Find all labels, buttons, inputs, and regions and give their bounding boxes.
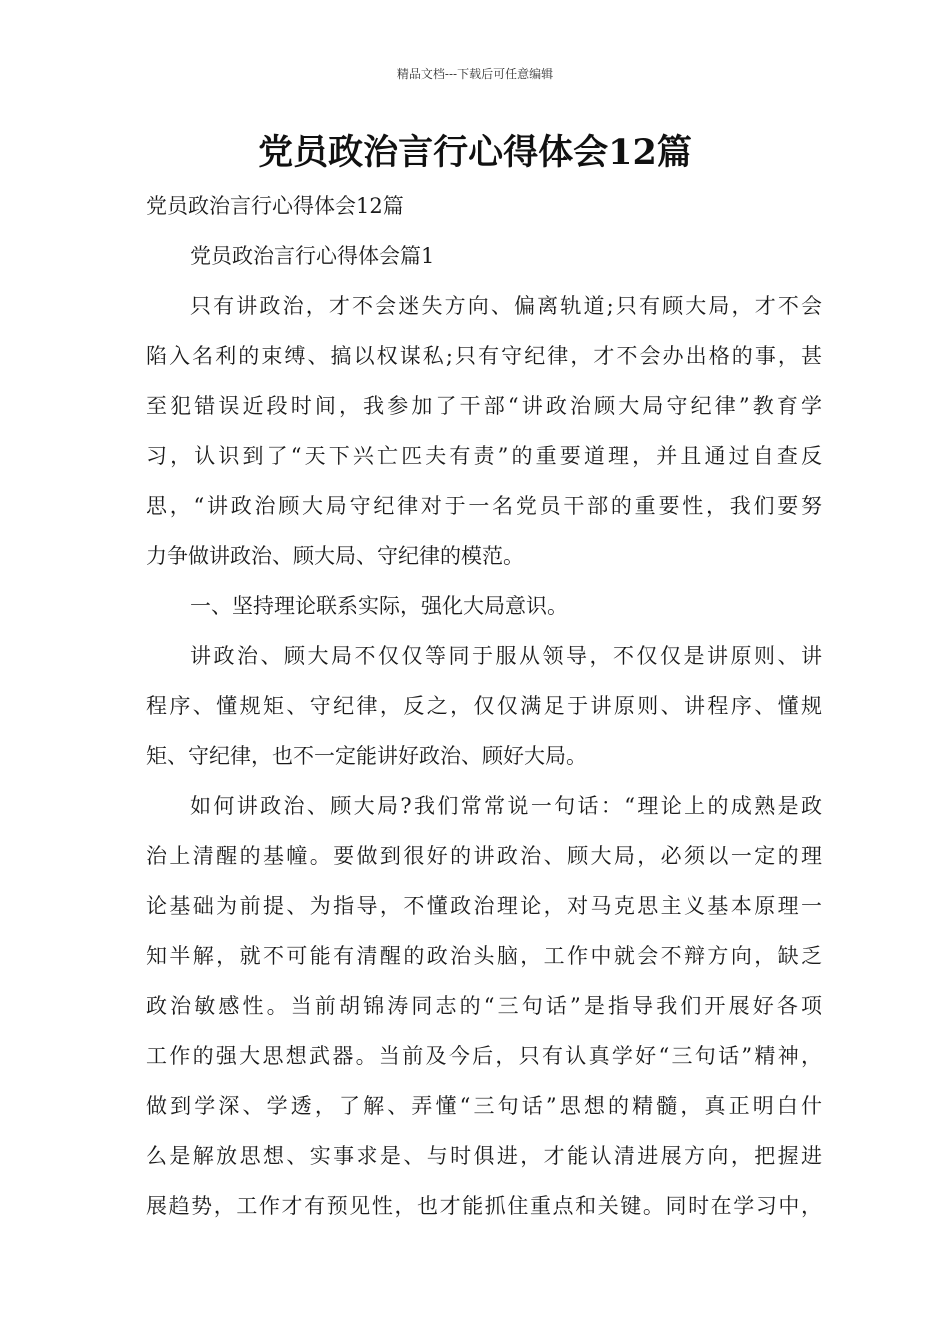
text-line: 党员政治言行心得体会12篇 — [146, 194, 404, 218]
document-body — [146, 181, 822, 1231]
text-line: 工作的强大思想武器。当前及今后，只有认真学好“三句话”精神， — [146, 1044, 822, 1068]
text-line: 一、坚持理论联系实际，强化大局意识。 — [190, 594, 568, 618]
text-line: 力争做讲政治、顾大局、守纪律的模范。 — [146, 544, 524, 568]
text-line: 么是解放思想、实事求是、与时俱进，才能认清进展方向，把握进 — [146, 1144, 822, 1168]
text-line: 讲政治、顾大局不仅仅等同于服从领导，不仅仅是讲原则、讲 — [190, 644, 822, 668]
text-line: 只有讲政治，才不会迷失方向、偏离轨道;只有顾大局，才不会 — [190, 294, 822, 318]
text-line: 思，“讲政治顾大局守纪律对于一名党员干部的重要性，我们要努 — [146, 494, 822, 518]
text-line: 程序、懂规矩、守纪律，反之，仅仅满足于讲原则、讲程序、懂规 — [146, 694, 822, 718]
text-line: 矩、守纪律，也不一定能讲好政治、顾好大局。 — [146, 744, 587, 768]
text-line: 展趋势，工作才有预见性，也才能抓住重点和关键。同时在学习中， — [146, 1194, 822, 1218]
text-line: 习，认识到了“天下兴亡匹夫有责”的重要道理，并且通过自查反 — [146, 444, 822, 468]
text-line: 如何讲政治、顾大局?我们常常说一句话：“理论上的成熟是政 — [190, 794, 822, 818]
page-header: 精品文档---下载后可任意编辑 — [396, 67, 554, 81]
text-line: 做到学深、学透，了解、弄懂“三句话”思想的精髓，真正明白什 — [146, 1094, 822, 1118]
text-line: 陷入名利的束缚、搞以权谋私;只有守纪律，才不会办出格的事，甚 — [146, 344, 822, 368]
text-line: 论基础为前提、为指导，不懂政治理论，对马克思主义基本原理一 — [146, 894, 822, 918]
text-line: 至犯错误近段时间，我参加了干部“讲政治顾大局守纪律”教育学 — [146, 394, 822, 418]
text-line: 知半解，就不可能有清醒的政治头脑，工作中就会不辩方向，缺乏 — [146, 944, 822, 968]
text-line: 政治敏感性。当前胡锦涛同志的“三句话”是指导我们开展好各项 — [146, 994, 822, 1018]
document-title: 党员政治言行心得体会12篇 — [258, 132, 692, 173]
text-line: 党员政治言行心得体会篇1 — [190, 244, 435, 268]
text-line: 治上清醒的基幢。要做到很好的讲政治、顾大局，必须以一定的理 — [146, 844, 822, 868]
